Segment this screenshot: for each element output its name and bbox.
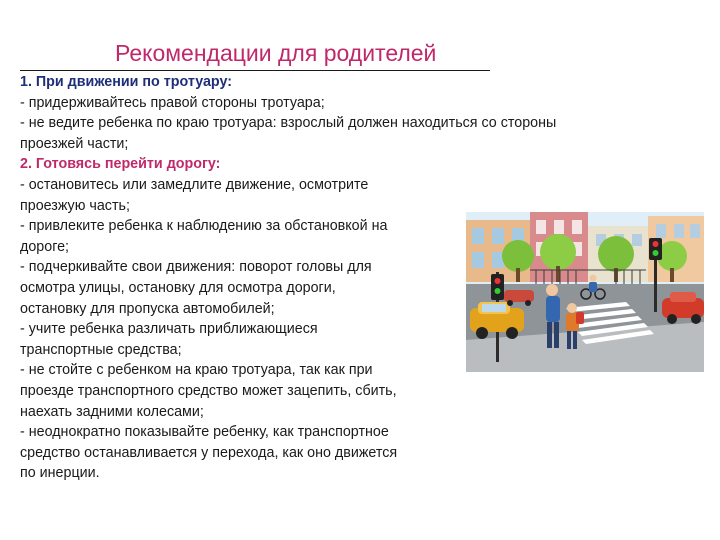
section2-line: средство останавливается у перехода, как оно движется [20, 444, 398, 461]
section1-line: - не ведите ребенка по краю тротуара: взрослый должен находиться со стороны [20, 115, 557, 132]
section2-line: проезжую часть; [20, 197, 130, 214]
page-title-text: Рекомендации для родителей [115, 40, 437, 66]
page-title [20, 38, 490, 71]
section2-line: - не стойте с ребенком на краю тротуара, так как при [20, 362, 373, 379]
section2-line: дороге; [20, 238, 70, 255]
section2-line: проезде транспортного средство может зацепить, сбить, [20, 382, 397, 399]
section2-line: - привлеките ребенка к наблюдению за обстановкой на [20, 218, 388, 235]
section2-line: транспортные средства; [20, 341, 182, 358]
section2-line: - неоднократно показывайте ребенку, как транспортное [20, 424, 389, 441]
section2-line: - подчеркивайте свои движения: поворот головы для [20, 259, 372, 276]
section2-line: наехать задними колесами; [20, 403, 204, 420]
section2-line: осмотра улицы, остановку для осмотра дороги, [20, 279, 336, 296]
section2-heading: 2. Готовясь перейти дорогу: [20, 156, 221, 173]
section2-line: остановку для пропуска автомобилей; [20, 300, 275, 317]
street-crossing-illustration [466, 212, 704, 372]
section2-line: - учите ребенка различать приближающиеся [20, 321, 318, 338]
section1-line: - придерживайтесь правой стороны тротуара; [20, 94, 325, 111]
section1-heading: 1. При движении по тротуару: [20, 74, 232, 90]
section2-line: по инерции. [20, 465, 100, 482]
section1-line: проезжей части; [20, 135, 129, 152]
section2-line: - остановитесь или замедлите движение, осмотрите [20, 176, 369, 193]
